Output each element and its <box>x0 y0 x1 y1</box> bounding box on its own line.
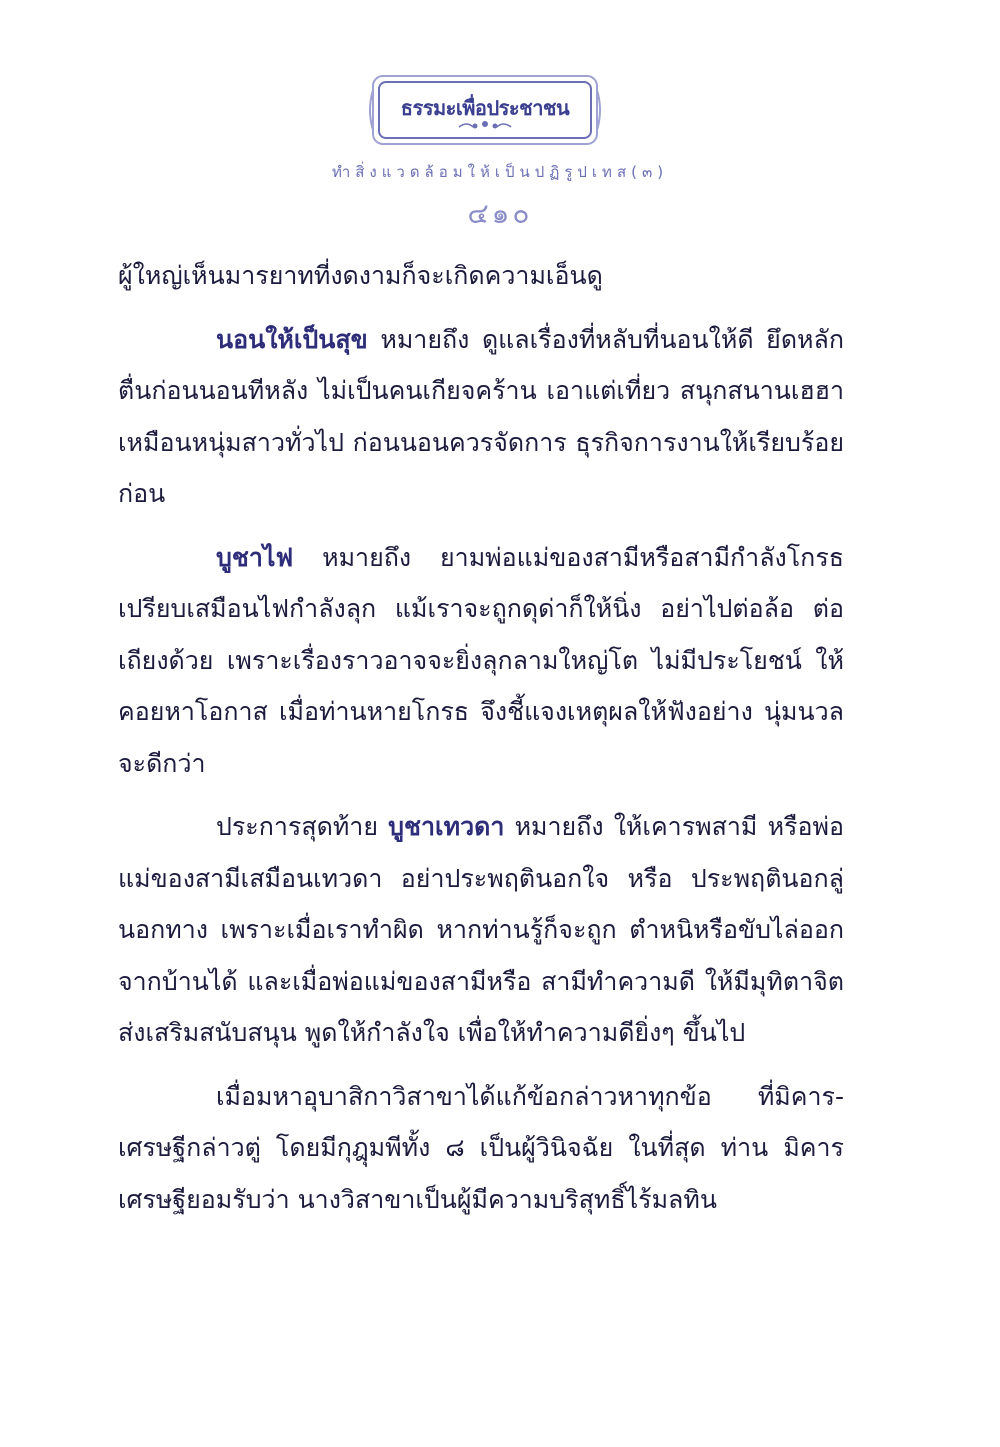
paragraph-1-text: ผู้ใหญ่เห็นมารยาทที่งดงามก็จะเกิดความเอ็นดู <box>118 261 603 290</box>
paragraph-4 <box>118 801 844 1059</box>
paragraph-1 <box>118 250 844 302</box>
term-sleep-well: นอนให้เป็นสุข <box>216 324 368 354</box>
paragraph-3 <box>118 532 844 790</box>
page-number: ๔๑๐ <box>467 197 533 230</box>
term-worship-fire: บูชาไฟ <box>216 542 294 572</box>
paragraph-2 <box>118 314 844 520</box>
paragraph-2-text: หมายถึง ดูแลเรื่องที่หลับที่นอนให้ดี ยึดหลักตื่นก่อนนอนทีหลัง ไม่เป็นคนเกียจคร้าน เอาแต่เที่ยว สนุกสนานเฮฮาเหมือนหนุ่มสาวทั่วไป ก่อนนอนควรจัดการ ธุรกิจการงานให้เรียบร้อยก่อน <box>118 324 844 508</box>
term-worship-deity: บูชาเทวดา <box>388 812 505 841</box>
paragraph-4-lead: ประการสุดท้าย <box>216 812 389 841</box>
header-logo <box>367 70 603 150</box>
chapter-subtitle: ทำสิ่งแวดล้อมให้เป็นปฏิรูปเทส(๓) <box>331 163 669 181</box>
paragraph-4-text: หมายถึง ให้เคารพสามี หรือพ่อแม่ของสามีเสมือนเทวดา อย่าประพฤตินอกใจ หรือ ประพฤตินอกลู่นอกทาง เพราะเมื่อเราทำผิด หากท่านรู้ก็จะถูก ตำหนิหรือขับไล่ออกจากบ้านได้ และเมื่อพ่อแม่ของสามีหรือ สามีทำความดี ให้มีมุทิตาจิต ส่งเสริมสนับสนุน พูดให้กำลังใจ เพื่อให้ทำความดียิ่งๆ ขึ้นไป <box>118 812 844 1047</box>
paragraph-3-text: หมายถึง ยามพ่อแม่ของสามีหรือสามีกำลังโกรธ เปรียบเสมือนไฟกำลังลุก แม้เราจะถูกดุด่าก็ให้นิ่ง อย่าไปต่อล้อ ต่อเถียงด้วย เพราะเรื่องราวอาจจะยิ่งลุกลามใหญ่โต ไม่มีประโยชน์ ให้คอยหาโอกาส เมื่อท่านหายโกรธ จึงชี้แจงเหตุผลให้ฟังอย่าง นุ่มนวลจะดีกว่า <box>118 542 844 778</box>
paragraph-5 <box>118 1071 844 1226</box>
body-text <box>118 250 844 1225</box>
logo-text: ธรรมะเพื่อประชาชน <box>400 96 570 120</box>
paragraph-5-text: เมื่อมหาอุบาสิกาวิสาขาได้แก้ข้อกล่าวหาทุกข้อ ที่มิคาร- เศรษฐีกล่าวตู่ โดยมีกุฎุมพีทั้ง ๘ เป็นผู้วินิจฉัย ในที่สุด ท่าน มิคารเศรษฐียอมรับว่า นางวิสาขาเป็นผู้มีความบริสุทธิ์ไร้มลทิน <box>118 1081 844 1214</box>
